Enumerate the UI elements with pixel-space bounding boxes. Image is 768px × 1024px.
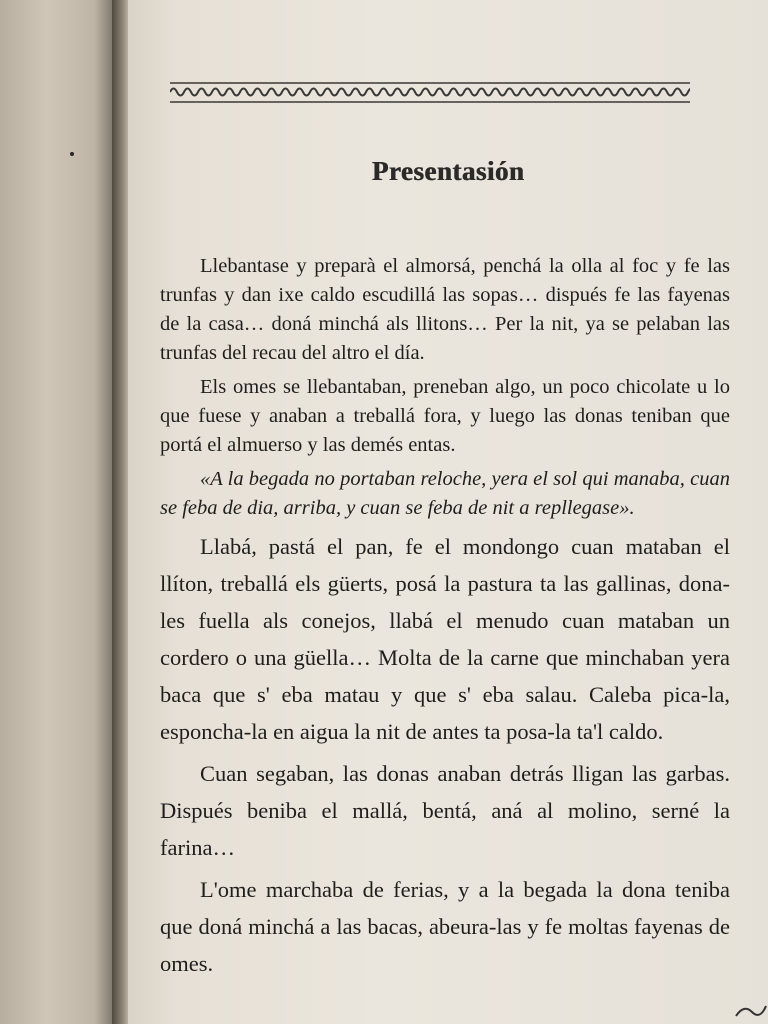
paragraph: Llabá, pastá el pan, fe el mondongo cuan mataban el llíton, treballá els güerts, posá la pastura ta las gallinas, dona-les fuella als conejos, llabá el menudo cuan mataban un cordero o una güella… Molta de la carne que minchaban yera baca que s' eba matau y que s' eba salau. Caleba pica-la, esponcha-la en aigua la nit de antes ta posa-la ta'l caldo.: [160, 534, 730, 744]
page-title: Presentasión: [371, 156, 525, 186]
wave-ornament: [170, 80, 690, 106]
body-text: [160, 252, 730, 982]
quote-paragraph: «A la begada no portaban reloche, yera el sol qui manaba, cuan se feba de dia, arriba, y cuan se feba de nit a repllegase».: [160, 468, 730, 519]
left-page: [0, 0, 118, 1024]
paragraph: Cuan segaban, las donas anaban detrás lligan las garbas. Dispués beniba el mallá, bentá, aná al molino, serné la farina…: [160, 761, 730, 860]
page-corner-ornament: [728, 1000, 768, 1024]
paragraph: Els omes se llebantaban, preneban algo, un poco chicolate u lo que fuese y anaban a treballá fora, y luego las donas teniban que portá el almuerso y las demés entas.: [160, 376, 730, 456]
page-speck: [70, 152, 74, 156]
paragraph: L'ome marchaba de ferias, y a la begada la dona teniba que doná minchá a las bacas, abeura-las y fe moltas fayenas de omes.: [160, 877, 730, 976]
paragraph: Llebantase y preparà el almorsá, penchá la olla al foc y fe las trunfas y dan ixe caldo escudillá las sopas… dispués fe las fayenas de la casa… doná minchá als llitons… Per la nit, ya se pelaban las trunfas del recau del altro el día.: [160, 255, 730, 364]
